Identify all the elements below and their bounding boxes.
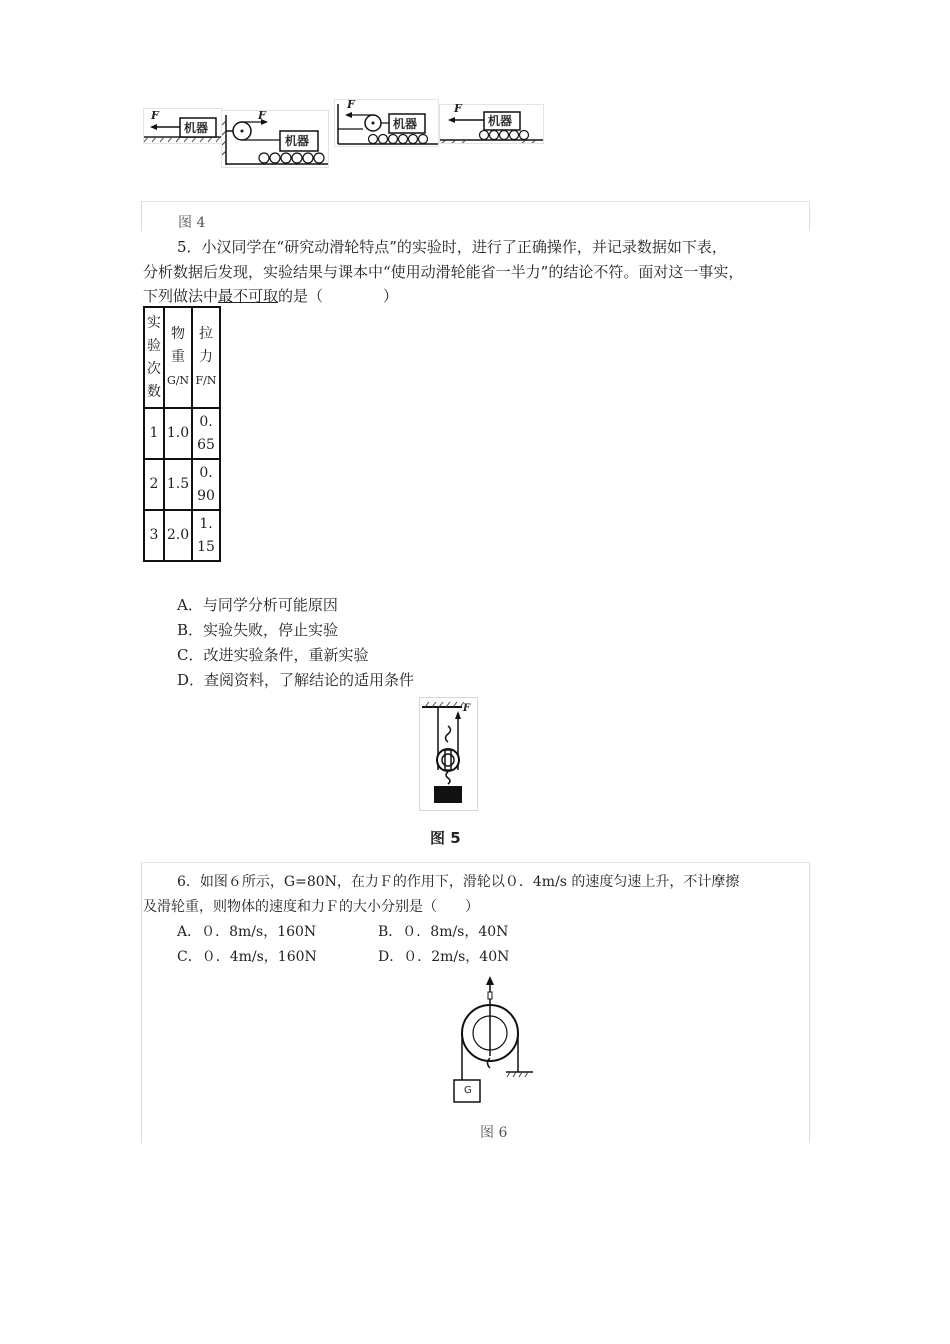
fig4-machine-label-2: 机器 [285, 134, 310, 148]
q5-emphasis: 最不可取 [218, 287, 279, 305]
cell-force: 0. 90 [192, 459, 220, 510]
fig4-force-label-3: F [347, 98, 355, 111]
q5-data-table [143, 306, 221, 562]
q5-option-b: B．实验失败，停止实验 [177, 621, 339, 639]
fig4-force-label-2: F [258, 109, 266, 122]
q5-line-2: 分析数据后发现，实验结果与课本中“使用动滑轮能省一半力”的结论不符。面对这一事实， [143, 263, 744, 281]
fig4-panel-1 [143, 108, 223, 144]
q6-option-c: C．０．4m/s，160N [177, 949, 317, 965]
fig4-force-label-1: F [151, 109, 159, 122]
fig4-frame [141, 201, 810, 231]
cell-force: 0. 65 [192, 408, 220, 459]
q6-option-a: A．０．8m/s，160N [177, 924, 317, 940]
fig4-diagram-2 [222, 111, 328, 167]
cell-weight: 1.5 [164, 459, 192, 510]
cell-weight: 1.0 [164, 408, 192, 459]
header-weight: 物 重 G/N [164, 307, 192, 408]
fig5-force-label: F [463, 703, 471, 714]
cell-trial: 1 [144, 408, 164, 459]
cell-weight: 2.0 [164, 510, 192, 561]
fig4-machine-label-1: 机器 [184, 121, 209, 135]
header-trial: 实 验 次 数 [144, 307, 164, 408]
q5-option-d: D．查阅资料，了解结论的适用条件 [177, 671, 415, 689]
q5-option-a: A．与同学分析可能原因 [177, 596, 338, 614]
cell-trial: 2 [144, 459, 164, 510]
fig4-machine-label-3: 机器 [393, 117, 418, 131]
cell-trial: 3 [144, 510, 164, 561]
fig4-panel-2 [221, 110, 329, 168]
q6-option-b: B．０．8m/s，40N [378, 924, 509, 940]
q6-line-2: 及滑轮重，则物体的速度和力Ｆ的大小分别是（ ） [143, 899, 479, 915]
header-force: 拉 力 F/N [192, 307, 220, 408]
fig6-caption: 图 6 [480, 1125, 508, 1141]
fig5-panel [419, 697, 478, 811]
fig4-panel-4 [439, 104, 544, 144]
cell-force: 1. 15 [192, 510, 220, 561]
table-header-row [144, 307, 220, 408]
q5-line-3-after: 的是（ ） [278, 287, 399, 305]
table-row [144, 459, 220, 510]
fig5-pulley-diagram [420, 698, 477, 810]
fig4-force-label-4: F [454, 102, 462, 115]
table-row [144, 408, 220, 459]
table-row [144, 510, 220, 561]
q5-option-c: C．改进实验条件，重新实验 [177, 646, 369, 664]
fig4-machine-label-4: 机器 [488, 114, 513, 128]
fig4-caption: 图 4 [178, 215, 206, 231]
fig6-weight-label: G [464, 1085, 472, 1096]
q6-line-1: 6．如图６所示，G=80N，在力Ｆ的作用下，滑轮以０．4m/s 的速度匀速上升，不计摩擦 [177, 874, 740, 890]
fig4-panel-3 [334, 99, 439, 147]
q6-option-d: D．０．2m/s，40N [378, 949, 510, 965]
q5-line-3-before: 下列做法中 [143, 287, 219, 305]
fig6-pulley-diagram [448, 976, 538, 1106]
q5-line-1: 5．小汉同学在“研究动滑轮特点”的实验时，进行了正确操作，并记录数据如下表， [177, 238, 727, 256]
fig5-caption: 图 5 [430, 829, 461, 847]
